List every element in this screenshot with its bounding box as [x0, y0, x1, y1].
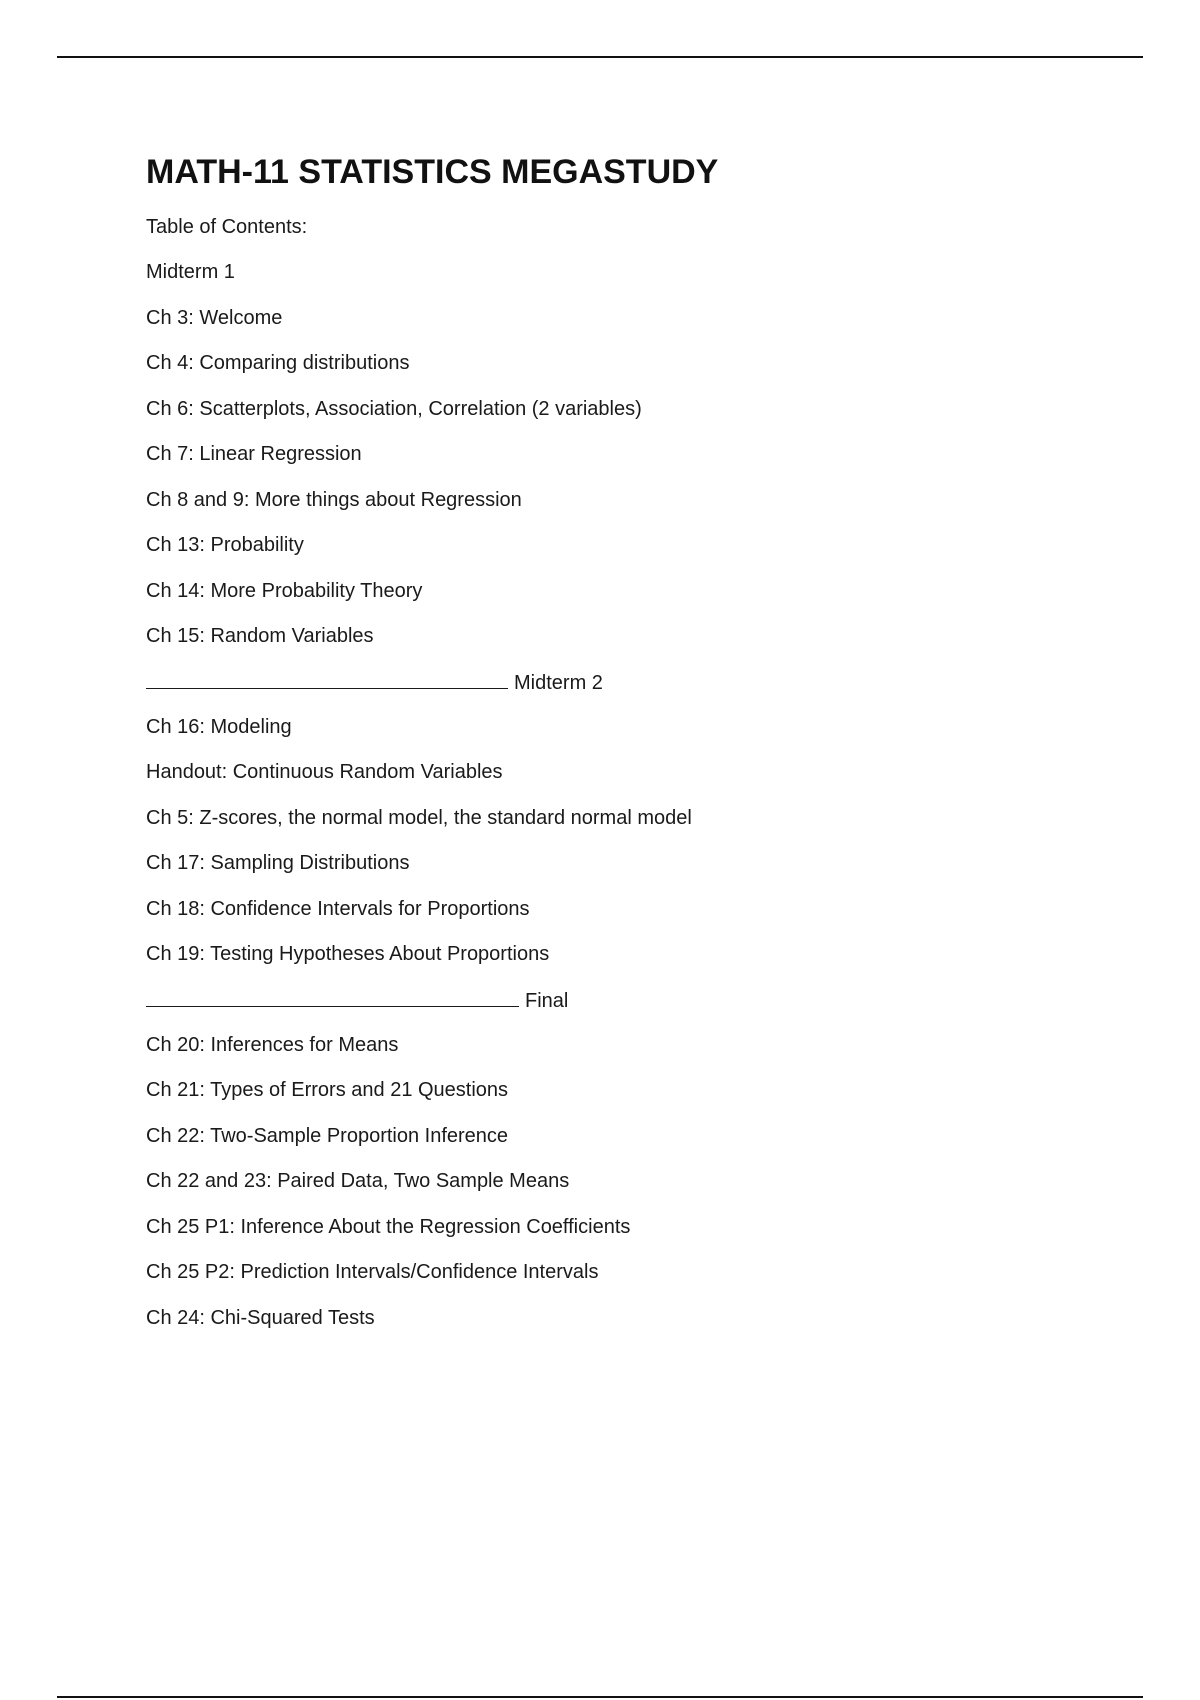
toc-entry: Ch 15: Random Variables	[146, 624, 374, 647]
toc-entry: Ch 5: Z-scores, the normal model, the standard normal model	[146, 806, 692, 829]
bottom-rule	[57, 1696, 1143, 1698]
toc-entry: Ch 25 P1: Inference About the Regression Coefficients	[146, 1215, 631, 1238]
toc-entry: Ch 8 and 9: More things about Regression	[146, 488, 522, 511]
toc-entry: Ch 19: Testing Hypotheses About Proportions	[146, 943, 550, 965]
toc-entry: Ch 22 and 23: Paired Data, Two Sample Means	[146, 1170, 570, 1193]
toc-entry: Ch 4: Comparing distributions	[146, 352, 410, 375]
toc-entry: Ch 17: Sampling Distributions	[146, 852, 410, 875]
toc-entry: Ch 24: Chi-Squared Tests	[146, 1306, 375, 1329]
toc-entry: Ch 18: Confidence Intervals for Proportions	[146, 897, 530, 920]
toc-entry: Ch 7: Linear Regression	[146, 443, 362, 466]
toc-section-final	[146, 984, 1106, 1029]
toc-entry: Ch 21: Types of Errors and 21 Questions	[146, 1079, 509, 1102]
toc-entry: Ch 22: Two-Sample Proportion Inference	[146, 1124, 509, 1147]
toc-entry: Ch 20: Inferences for Means	[146, 1033, 399, 1056]
top-rule	[57, 56, 1143, 58]
table-of-contents	[146, 212, 1106, 1348]
toc-heading: Table of Contents:	[146, 216, 308, 238]
toc-entry: Handout: Continuous Random Variables	[146, 761, 503, 784]
toc-entry: Ch 6: Scatterplots, Association, Correlation (2 variables)	[146, 397, 642, 420]
document-title: MATH-11 STATISTICS MEGASTUDY	[146, 153, 719, 191]
toc-entry: Ch 25 P2: Prediction Intervals/Confidence Intervals	[146, 1261, 599, 1284]
toc-section-midterm-2	[146, 666, 1106, 711]
toc-entry: Ch 16: Modeling	[146, 715, 292, 738]
toc-section-label: Midterm 2	[514, 672, 603, 695]
toc-entry: Ch 3: Welcome	[146, 306, 283, 329]
toc-entry: Ch 13: Probability	[146, 534, 304, 557]
underline-divider	[146, 984, 519, 1007]
underline-divider	[146, 666, 508, 689]
toc-entry: Ch 14: More Probability Theory	[146, 579, 423, 602]
toc-section-midterm-1: Midterm 1	[146, 261, 235, 284]
toc-section-label: Final	[525, 990, 569, 1013]
